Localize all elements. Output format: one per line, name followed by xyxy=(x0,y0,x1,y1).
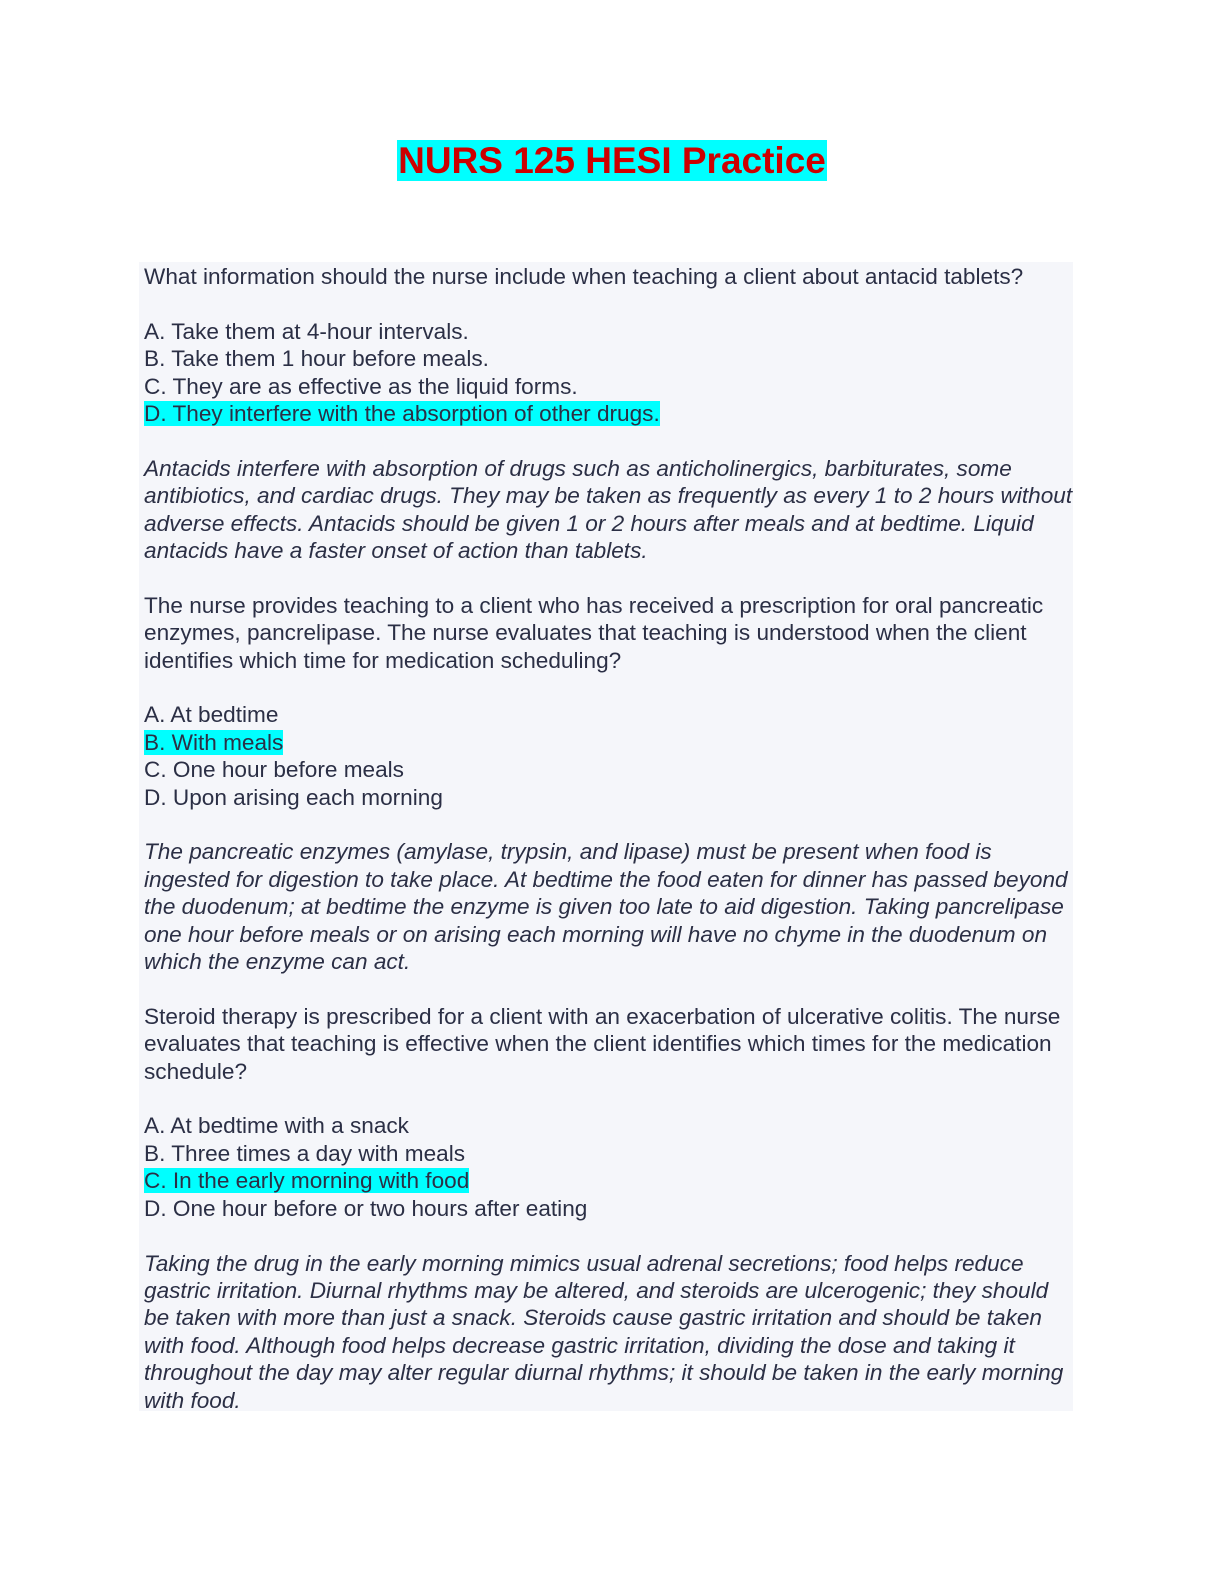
question-3-option-a: A. At bedtime with a snack xyxy=(144,1113,409,1139)
question-3-stem: Steroid therapy is prescribed for a client with an exacerbation of ulcerative colitis. The nurse evaluates that teaching is effective when the client identifies which times for the medication schedule? xyxy=(144,1003,1061,1084)
question-1-option-a: A. Take them at 4-hour intervals. xyxy=(144,318,469,344)
question-panel xyxy=(139,262,1073,1411)
question-3-option-c-correct: C. In the early morning with food xyxy=(144,1168,470,1194)
question-2-option-d: D. Upon arising each morning xyxy=(144,784,443,810)
question-1-rationale: Antacids interfere with absorption of drugs such as anticholinergics, barbiturates, some antibiotics, and cardiac drugs. They may be taken as frequently as every 1 to 2 hours without adverse effects. Antacids should be given 1 or 2 hours after meals and at bedtime. Liquid antacids have a faster onset of action than tablets. xyxy=(144,455,1073,564)
question-2-rationale: The pancreatic enzymes (amylase, trypsin, and lipase) must be present when food is ingested for digestion to take place. At bedtime the food eaten for dinner has passed beyond the duodenum; at bedtime the enzyme is given too late to aid digestion. Taking pancrelipase one hour before meals or on arising each morning will have no chyme in the duodenum on which the enzyme can act. xyxy=(144,839,1068,975)
question-3-option-d: D. One hour before or two hours after eating xyxy=(144,1195,588,1221)
page-title-text: NURS 125 HESI Practice xyxy=(398,140,826,181)
question-2-option-a: A. At bedtime xyxy=(144,702,279,728)
question-1 xyxy=(144,262,1073,564)
question-1-stem: What information should the nurse include when teaching a client about antacid tablets? xyxy=(144,264,1024,289)
question-2-stem: The nurse provides teaching to a client who has received a prescription for oral pancreatic enzymes, pancrelipase. The nurse evaluates that teaching is understood when the client identifies which time for medication scheduling? xyxy=(144,592,1044,673)
question-3-rationale: Taking the drug in the early morning mimics usual adrenal secretions; food helps reduce gastric irritation. Diurnal rhythms may be altered, and steroids are ulcerogenic; they should be taken with more than just a snack. Steroids cause gastric irritation and should be taken with food. Although food helps decrease gastric irritation, dividing the dose and taking it throughout the day may alter regular diurnal rhythms; it should be taken in the early morning with food. xyxy=(144,1250,1064,1413)
question-1-option-d-correct: D. They interfere with the absorption of other drugs. xyxy=(144,401,660,427)
question-3-option-b: B. Three times a day with meals xyxy=(144,1140,466,1166)
question-2-option-c: C. One hour before meals xyxy=(144,757,404,783)
question-3 xyxy=(144,1003,1073,1414)
question-1-option-b: B. Take them 1 hour before meals. xyxy=(144,346,489,372)
question-2-option-b-correct: B. With meals xyxy=(144,729,284,755)
question-1-option-c: C. They are as effective as the liquid forms. xyxy=(144,373,578,399)
question-2 xyxy=(144,592,1073,976)
page-title xyxy=(0,138,1224,184)
